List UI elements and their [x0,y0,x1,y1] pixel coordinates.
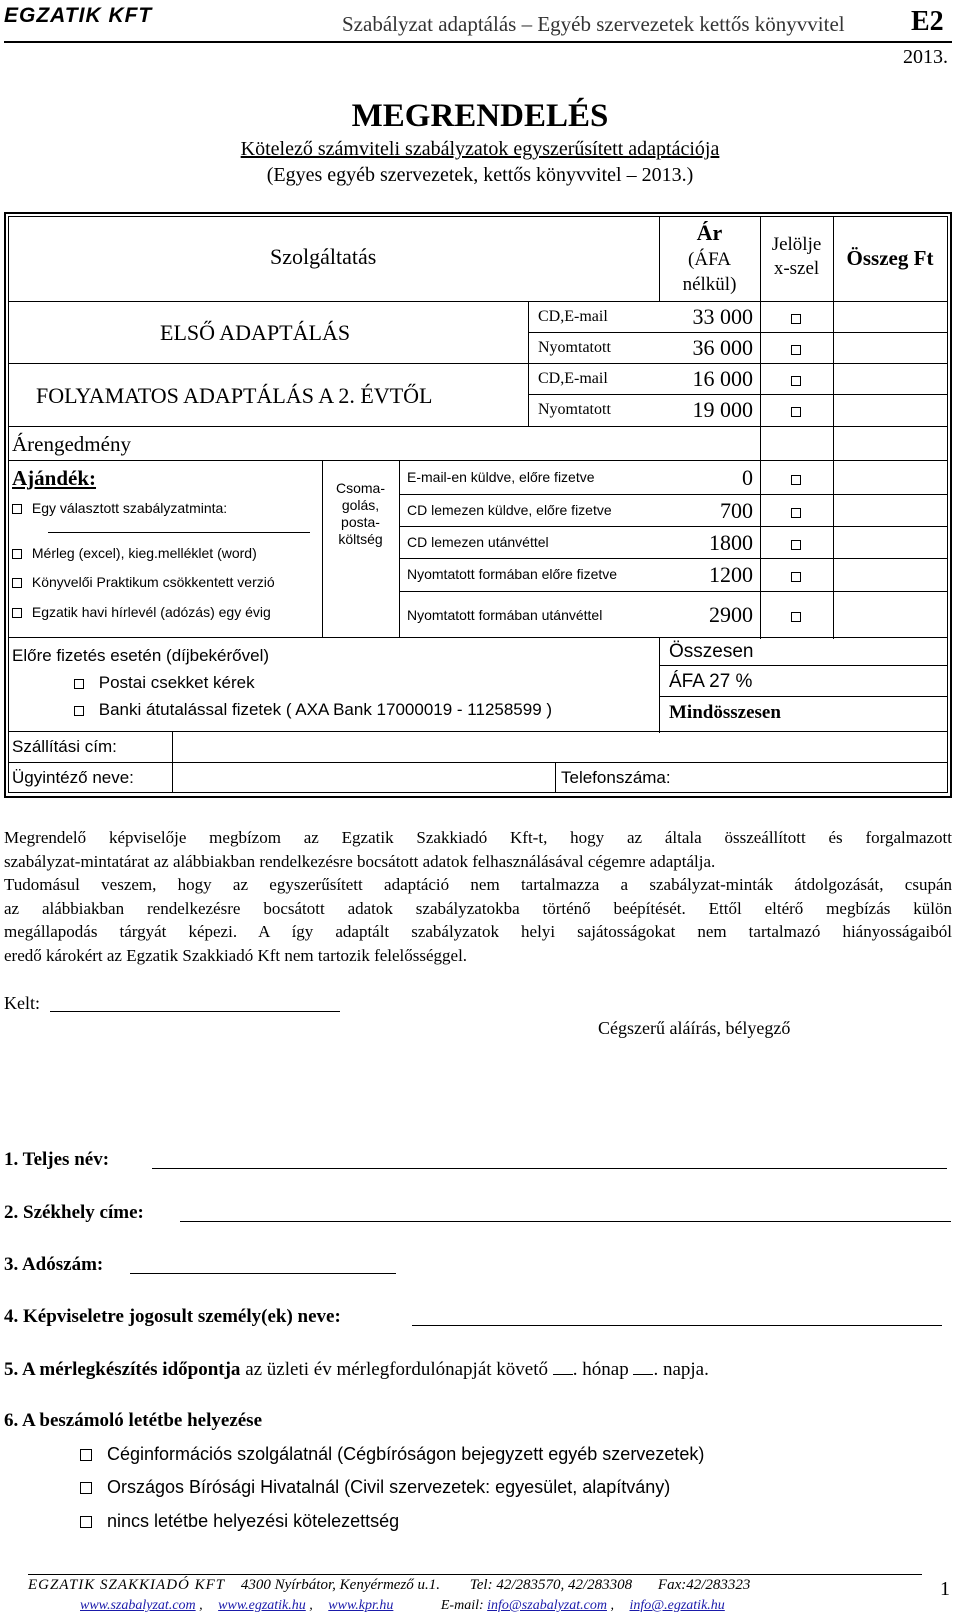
shipping-label: Nyomtatott formában előre fizetve [407,566,618,582]
ship-address-label: Szállítási cím: [12,737,117,756]
checkbox[interactable] [791,376,801,386]
deposit-option-label: Országos Bírósági Hivatalnál (Civil szervezetek: egyesület, alapítvány) [107,1477,671,1497]
price-medium: CD,E-mail [538,370,608,387]
kelt-line [50,1011,340,1012]
checkbox[interactable] [74,706,84,716]
checkbox[interactable] [80,1516,92,1528]
checkbox[interactable] [80,1449,92,1461]
packaging-label-line: golás, [341,497,380,513]
shipping-price: 1200 [709,562,753,587]
price-medium: Nyomtatott [538,401,611,418]
checkbox[interactable] [791,314,801,324]
field-label: 2. Székhely címe: [4,1202,144,1223]
footer-link[interactable]: www.egzatik.hu [218,1598,306,1613]
col-mark-2: x-szel [773,258,820,279]
footer-link[interactable]: www.szabalyzat.com [80,1598,196,1613]
total-label: Összesen [669,641,754,662]
checkbox[interactable] [74,679,84,689]
shipping-price: 0 [742,465,753,490]
header-code: E2 [911,6,944,37]
order-title: MEGRENDELÉS [351,98,609,134]
continuous-adaptation: FOLYAMATOS ADAPTÁLÁS A 2. ÉVTŐL [36,383,433,408]
footer-company: EGZATIK SZAKKIADÓ KFT [28,1577,226,1593]
field-balance-date [4,1358,709,1381]
field-full-name-line[interactable] [152,1168,947,1169]
price-value: 33 000 [692,304,753,329]
checkbox[interactable] [80,1482,92,1494]
checkbox[interactable] [791,572,801,582]
footer-tel: Tel: 42/283570, 42/283308 [469,1577,633,1593]
gift-item [12,604,271,620]
field-tax-number [4,1254,103,1276]
shipping-price: 1800 [709,530,753,555]
checkbox[interactable] [12,578,22,588]
shipping-label: Nyomtatott formában utánvéttel [407,607,603,623]
order-subtitle-2: (Egyes egyéb szervezetek, kettős könyvvitel – 2013.) [266,164,694,186]
deposit-option-label: Céginformációs szolgálatnál (Cégbíróságon bejegyzett egyéb szervezetek) [107,1444,705,1464]
body-line: Megrendelő képviselője megbízom az Egzatik Szakkiadó Kft-t, hogy az általa összeállított és forgalmazott [4,828,952,847]
gift-label: Ajándék: [12,466,97,490]
field-label: 3. Adószám: [4,1254,104,1275]
footer-fax: Fax:42/283323 [657,1577,751,1593]
field-text: az üzleti év mérlegfordulónapját követő [240,1359,553,1380]
page-number: 1 [940,1578,950,1600]
gift-item-label: Egy választott szabályzatminta: [31,500,228,516]
col-price: Ár [696,220,723,245]
signature-label: Cégszerű aláírás, bélyegző [598,1018,791,1038]
field-label: 4. Képviseletre jogosult személy(ek) neve: [4,1306,341,1327]
separator: , [309,1598,313,1613]
col-sum: Összeg Ft [846,246,934,270]
col-mark: Jelölje [771,234,822,255]
price-medium: Nyomtatott [538,339,611,356]
packaging-label-line: posta- [341,514,380,530]
price-value: 36 000 [692,335,753,360]
field-representative-line[interactable] [412,1325,942,1326]
day-blank[interactable] [633,1358,653,1375]
packaging-label-line: költség [338,531,383,547]
first-adaptation: ELSŐ ADAPTÁLÁS [160,320,351,345]
grand-total-label: Mindösszesen [669,702,781,723]
checkbox[interactable] [791,345,801,355]
price-value: 19 000 [692,397,753,422]
checkbox[interactable] [791,540,801,550]
shipping-label: E-mail-en küldve, előre fizetve [407,469,595,485]
field-text: . hónap [572,1359,634,1380]
packaging-label [322,480,399,548]
phone-label: Telefonszáma: [561,768,671,787]
body-line: eredő károkért az Egzatik Szakkiadó Kft nem tartozik felelősséggel. [4,945,468,965]
shipping-label: CD lemezen utánvéttel [407,534,549,550]
email-label: E-mail: [440,1598,484,1613]
footer-email[interactable]: info@.egzatik.hu [629,1598,725,1613]
shipping-price: 2900 [709,602,753,627]
col-price-2: (ÁFA [688,249,731,270]
discount-label: Árengedmény [12,432,131,456]
payment-option-postal [74,673,255,693]
shipping-price: 700 [720,498,753,523]
price-medium: CD,E-mail [538,308,608,325]
gift-item [12,545,257,561]
body-line: Tudomásul veszem, hogy az egyszerűsített adaptáció nem tartalmazza a szabályzat-minták átdolgozását, csupán [4,875,952,894]
field-text: . napja. [653,1359,709,1380]
shipping-label: CD lemezen küldve, előre fizetve [407,502,612,518]
header-title: Szabályzat adaptálás – Egyéb szervezetek kettős könyvvitel [342,12,845,36]
gift-item-label: Egzatik havi hírlevél (adózás) egy évig [31,604,271,620]
prepay-label: Előre fizetés esetén (díjbekérővel) [12,646,270,665]
order-subtitle: Kötelező számviteli szabályzatok egyszerűsített adaptációja [240,138,720,160]
field-label: 1. Teljes név: [4,1149,110,1170]
payment-option-bank [74,700,552,720]
deposit-option [80,1444,704,1465]
body-line: megállapodás tárgyát képezi. A így adaptált szabályzatok helyi sajátosságokat nem tartalmazó hiányosságaiból [4,922,952,941]
body-line: szabályzat-mintatárat az alábbiakban rendelkezésre bocsátott adatok felhasználásával cégemre adaptálja. [4,851,716,871]
payment-option-label: Banki átutalással fizetek ( AXA Bank 17000019 - 11258599 ) [98,700,553,719]
checkbox[interactable] [791,508,801,518]
separator: , [610,1598,614,1613]
price-value: 16 000 [692,366,753,391]
contact-name-label: Ügyintéző neve: [12,768,134,787]
header-rule [4,41,952,43]
logo: EGZATIK KFT [4,4,153,27]
packaging-label-line: Csoma- [335,480,385,496]
month-blank[interactable] [553,1358,573,1375]
deposit-option-label: nincs letétbe helyezési kötelezettség [107,1511,400,1531]
kelt-label: Kelt: [4,993,40,1013]
payment-option-label: Postai csekket kérek [98,673,255,692]
field-label: 5. A mérlegkészítés időpontja [4,1359,241,1380]
col-service: Szolgáltatás [270,244,377,269]
field-deposit [4,1410,262,1432]
checkbox[interactable] [791,612,801,622]
checkbox[interactable] [12,549,22,559]
field-tax-number-line[interactable] [130,1273,396,1274]
field-seat-address [4,1202,144,1224]
footer-rule [28,1574,922,1575]
footer-email[interactable]: info@szabalyzat.com [487,1598,607,1613]
separator: , [199,1598,203,1613]
checkbox[interactable] [791,407,801,417]
field-full-name [4,1149,109,1171]
col-price-3: nélkül) [682,274,737,295]
field-label: 6. A beszámoló letétbe helyezése [4,1410,263,1431]
header-year: 2013. [903,46,948,68]
vat-label: ÁFA 27 % [669,671,753,692]
footer-links [80,1598,725,1614]
field-seat-address-line[interactable] [180,1221,951,1222]
gift-item-label: Mérleg (excel), kieg.melléklet (word) [31,545,257,561]
gift-item-label: Könyvelői Praktikum csökkentett verzió [31,574,275,590]
deposit-option [80,1477,670,1498]
footer-address: 4300 Nyírbátor, Kenyérmező u.1. [240,1577,441,1593]
gift-item [12,574,275,590]
deposit-option [80,1511,399,1532]
template-choice-line [48,532,310,533]
checkbox[interactable] [12,608,22,618]
footer-link[interactable]: www.kpr.hu [328,1598,394,1613]
body-paragraph [4,826,952,967]
checkbox[interactable] [12,504,22,514]
footer-info [28,1577,750,1594]
field-representative [4,1306,341,1328]
body-line: az alábbiakban rendelkezésre bocsátott adatok szabályzatokba történő beépítését. Ettől eltérő megbízás külön [4,898,952,918]
gift-item [12,500,227,516]
checkbox[interactable] [791,475,801,485]
